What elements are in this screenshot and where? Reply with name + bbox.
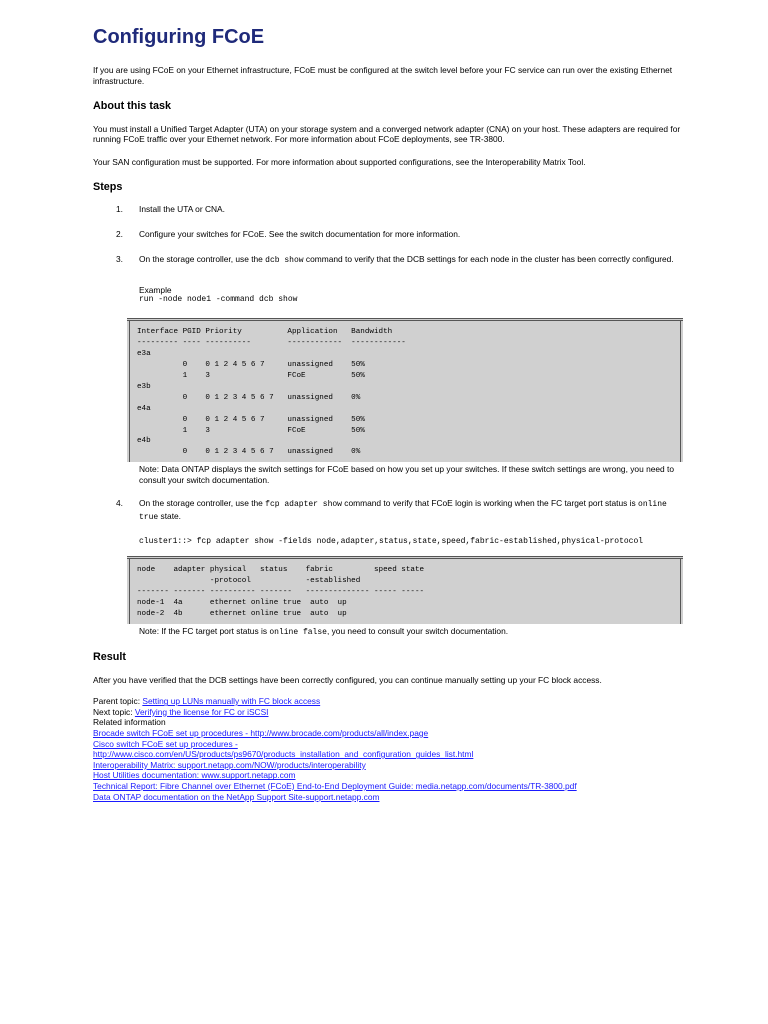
about-heading: About this task	[93, 99, 171, 112]
step-3-note: Note: Data ONTAP displays the switch settings for FCoE based on how you set up your switches. If these switch settings are wrong, you need to consult your switch documentation.	[139, 464, 675, 486]
parent-topic-link[interactable]: Setting up LUNs manually with FC block access	[142, 696, 321, 707]
step-3	[93, 254, 683, 463]
result-paragraph: After you have verified that the DCB settings have been correctly configured, you can continue manually setting up your FC block access.	[93, 675, 602, 686]
next-topic: Next topic: Verifying the license for FC or iSCSI	[93, 706, 269, 717]
fcp-output-wrap	[93, 556, 683, 624]
example-label: Example	[139, 285, 172, 296]
related-link-ontap-docs[interactable]: Data ONTAP documentation on the NetApp Support Site-support.netapp.com	[93, 791, 380, 802]
step-4-note: Note: If the FC target port status is online false, you need to consult your switch documentation.	[139, 625, 509, 637]
inline-code: fcp adapter show	[265, 499, 342, 509]
dcb-output-box	[127, 318, 683, 462]
page-title: Configuring FCoE	[93, 26, 265, 48]
step-text: Install the UTA or CNA.	[139, 203, 225, 214]
example-command: run -node node1 -command dcb show	[139, 295, 298, 305]
fcp-output: node adapter physical status fabric speed state -protocol -established ------- ------- ---------- ------- -------------- ----- ----- node-1 4a ethernet online true auto up node-2 4b ethernet online true auto up	[137, 566, 425, 618]
about-paragraph-san: Your SAN configuration must be supported. For more information about supported configurations, see the Interoperability Matrix Tool.	[93, 157, 586, 168]
about-paragraph-uta: You must install a Unified Target Adapter (UTA) on your storage system and a converged network adapter (CNA) on your host. These adapters are required for running FCoE traffic over your Ethernet network. For more information about FCoE deployments, see TR-3800.	[93, 123, 681, 145]
inline-code: online false	[269, 627, 327, 637]
inline-code: dcb show	[265, 255, 304, 265]
fcp-command: cluster1::> fcp adapter show -fields node,adapter,status,state,speed,fabric-established,physical-protocol	[139, 537, 644, 547]
step-4	[93, 498, 683, 524]
step-2	[93, 229, 683, 240]
related-link-tr3800[interactable]: Technical Report: Fibre Channel over Ethernet (FCoE) End-to-End Deployment Guide: media.netapp.com/documents/TR-3800.pdf	[93, 780, 577, 791]
inline-code: online true	[139, 499, 667, 522]
parent-topic: Parent topic: Setting up LUNs manually with FC block access	[93, 696, 321, 707]
step-text: On the storage controller, use the fcp adapter show command to verify that FCoE login is working when the FC target port status is online true state.	[139, 497, 667, 522]
step-number: 1.	[116, 203, 123, 214]
step-text: On the storage controller, use the dcb show command to verify that the DCB settings for each node in the cluster has been correctly configured.	[139, 253, 674, 265]
related-link-host-utilities[interactable]: Host Utilities documentation: www.support.netapp.com	[93, 770, 296, 781]
steps-heading: Steps	[93, 180, 123, 193]
step-number: 3.	[116, 253, 123, 264]
nav-section	[93, 696, 683, 802]
step-1	[93, 204, 683, 215]
step-text: Configure your switches for FCoE. See the switch documentation for more information.	[139, 228, 461, 239]
steps-list	[93, 204, 683, 462]
document-page	[93, 24, 683, 802]
related-link-cisco-url[interactable]: http://www.cisco.com/en/US/products/ps9670/products_installation_and_configuration_guides_list.html	[93, 749, 474, 760]
dcb-output: Interface PGID Priority Application Bandwidth --------- ---- ---------- ------------ ------------ e3a 0 0 1 2 4 5 6 7 unassigned 50% 1 3 FCoE 50% e3b 0 0 1 2 3 4 5 6 7 unassigned 0% e4a 0 0 1 2 4 5 6 7 unassigned 50% 1 3 FCoE 50% e4b 0 0 1 2 3 4 5 6 7 unassigned 0%	[137, 328, 406, 457]
result-heading: Result	[93, 651, 126, 664]
steps-list-cont	[93, 498, 683, 524]
related-label: Related information	[93, 717, 166, 728]
intro-paragraph: If you are using FCoE on your Ethernet infrastructure, FCoE must be configured at the switch level before your FC service can run over the existing Ethernet infrastructure.	[93, 65, 673, 86]
step-number: 2.	[116, 228, 123, 239]
related-link-interop[interactable]: Interoperability Matrix: support.netapp.com/NOW/products/interoperability	[93, 759, 366, 770]
next-topic-link[interactable]: Verifying the license for FC or iSCSI	[134, 706, 269, 717]
fcp-output-box	[127, 556, 683, 624]
step-number: 4.	[116, 497, 123, 508]
related-link-brocade[interactable]: Brocade switch FCoE set up procedures - http://www.brocade.com/products/all/index.page	[93, 727, 429, 738]
related-link-cisco[interactable]: Cisco switch FCoE set up procedures -	[93, 738, 238, 749]
